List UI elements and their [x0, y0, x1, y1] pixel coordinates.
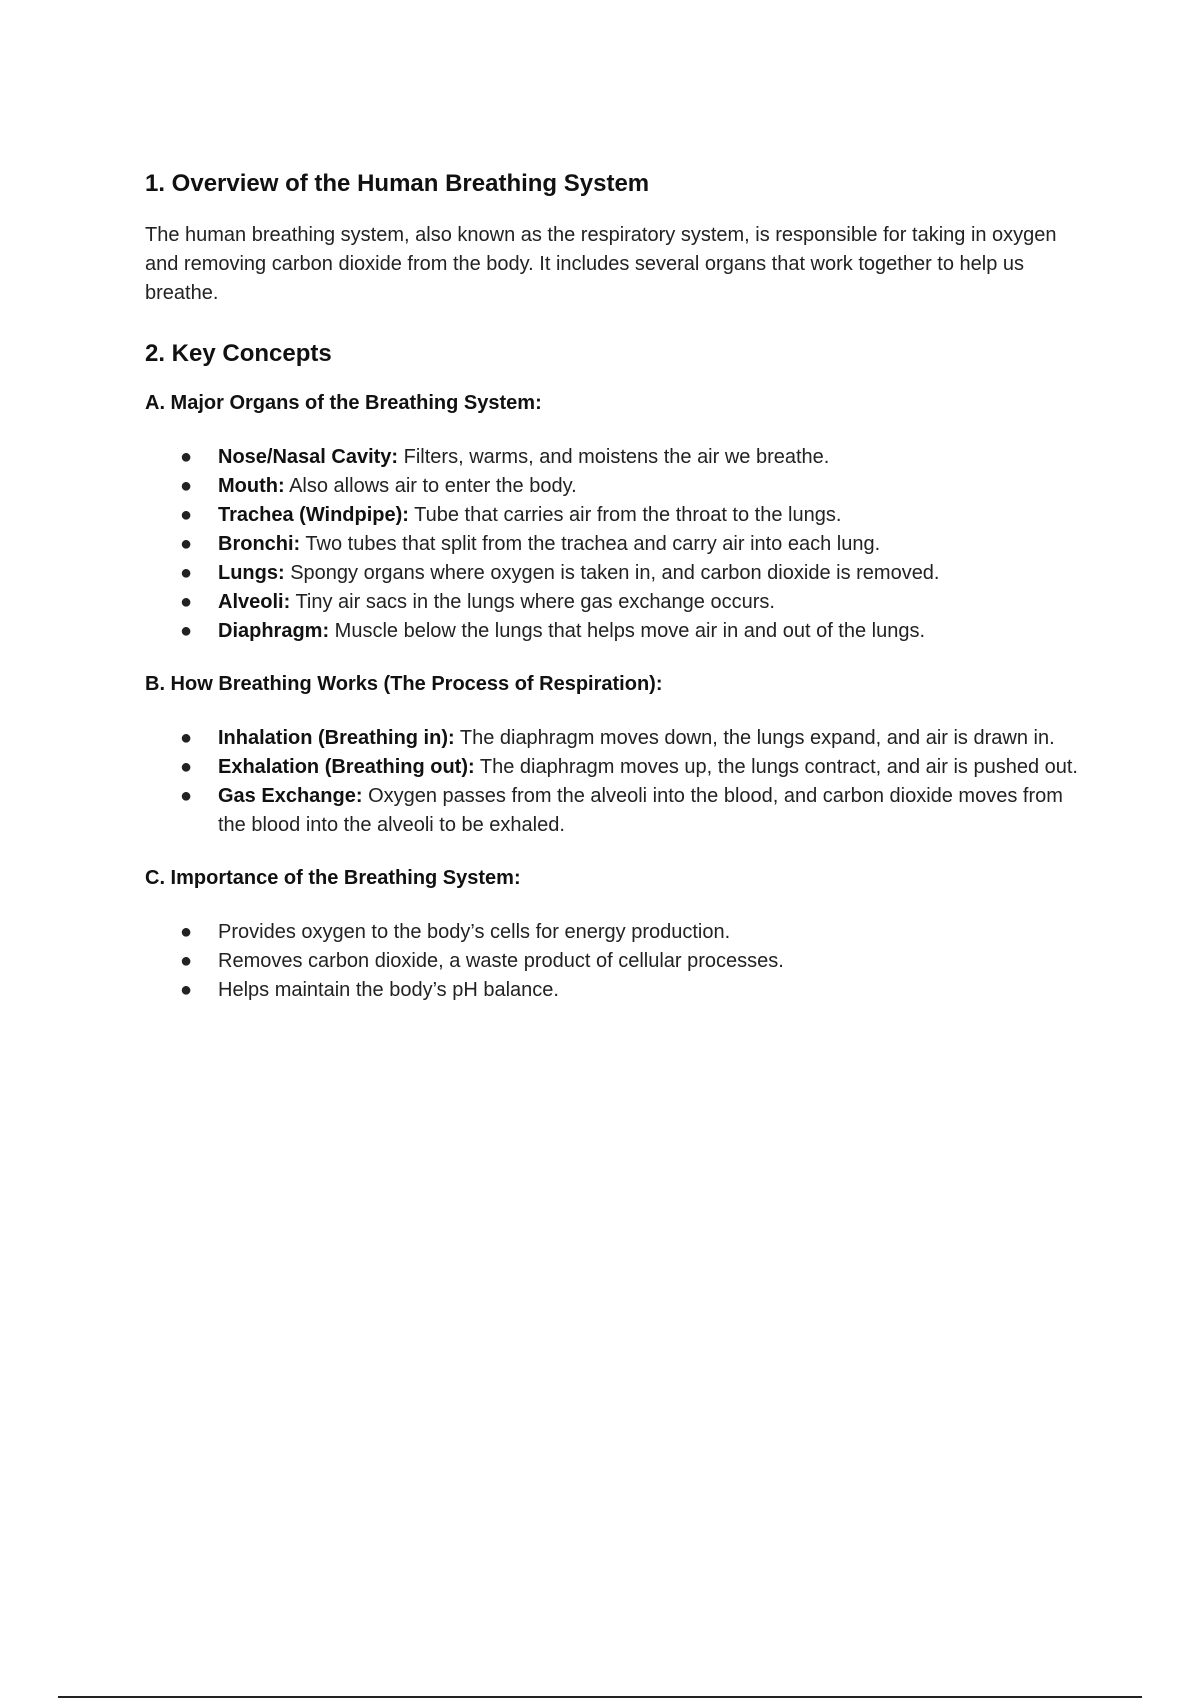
list-item: [145, 472, 1085, 501]
list-item-text: Muscle below the lungs that helps move air in and out of the lungs.: [329, 619, 926, 642]
list-item-term: Diaphragm:: [218, 619, 330, 642]
list-item-text: Tube that carries air from the throat to the lungs.: [408, 503, 842, 526]
bullet-icon: ●: [180, 532, 193, 555]
list-item-term: Gas Exchange:: [218, 784, 363, 807]
bullet-icon: ●: [180, 503, 193, 526]
list-item: [145, 918, 1085, 947]
list-item: [145, 724, 1085, 753]
list-item: [145, 782, 1085, 840]
bullet-icon: ●: [180, 619, 193, 642]
bullet-icon: ●: [180, 755, 193, 778]
section1-heading: 1. Overview of the Human Breathing System: [145, 170, 650, 197]
subsection-b-heading: B. How Breathing Works (The Process of Respiration):: [145, 672, 663, 695]
bullet-icon: ●: [180, 561, 193, 584]
list-item: [145, 559, 1085, 588]
organs-list: [145, 443, 1085, 646]
list-item: [145, 501, 1085, 530]
list-item-text: Helps maintain the body’s pH balance.: [218, 978, 559, 1001]
bullet-icon: ●: [180, 784, 193, 807]
list-item-term: Alveoli:: [218, 590, 291, 613]
bullet-icon: ●: [180, 590, 193, 613]
subsection-a-heading: A. Major Organs of the Breathing System:: [145, 391, 542, 414]
bullet-icon: ●: [180, 949, 193, 972]
list-item-term: Lungs:: [218, 561, 285, 584]
page-bottom-divider: [58, 1696, 1142, 1698]
bullet-icon: ●: [180, 445, 193, 468]
process-list: [145, 724, 1085, 840]
list-item-text: Also allows air to enter the body.: [284, 474, 577, 497]
section1-paragraph: The human breathing system, also known as the respiratory system, is responsible for taking in oxygen and removing carbon dioxide from the body. It includes several organs that work together to help us breathe.: [145, 223, 1057, 304]
importance-list: [145, 918, 1085, 1005]
list-item-text: Spongy organs where oxygen is taken in, and carbon dioxide is removed.: [284, 561, 940, 584]
list-item-term: Mouth:: [218, 474, 285, 497]
bullet-icon: ●: [180, 978, 193, 1001]
list-item-text: Filters, warms, and moistens the air we breathe.: [398, 445, 830, 468]
list-item: [145, 617, 1085, 646]
list-item: [145, 976, 1085, 1005]
document-page: [145, 170, 1085, 1005]
bullet-icon: ●: [180, 726, 193, 749]
list-item-text: Provides oxygen to the body’s cells for energy production.: [218, 920, 731, 943]
list-item: [145, 947, 1085, 976]
section2-heading: 2. Key Concepts: [145, 339, 332, 367]
list-item-term: Exhalation (Breathing out):: [218, 755, 475, 778]
list-item-text: Two tubes that split from the trachea and carry air into each lung.: [300, 532, 881, 555]
list-item-text: Tiny air sacs in the lungs where gas exchange occurs.: [290, 590, 775, 613]
list-item-text: Removes carbon dioxide, a waste product of cellular processes.: [218, 949, 784, 972]
list-item: [145, 530, 1085, 559]
list-item: [145, 753, 1085, 782]
list-item-term: Trachea (Windpipe):: [218, 503, 409, 526]
list-item: [145, 588, 1085, 617]
list-item-term: Bronchi:: [218, 532, 301, 555]
list-item-term: Inhalation (Breathing in):: [218, 726, 455, 749]
subsection-c-heading: C. Importance of the Breathing System:: [145, 866, 521, 889]
list-item-text: The diaphragm moves down, the lungs expand, and air is drawn in.: [454, 726, 1055, 749]
bullet-icon: ●: [180, 474, 193, 497]
list-item-text: Oxygen passes from the alveoli into the blood, and carbon dioxide moves from the blood into the alveoli to be exhaled.: [218, 784, 1063, 836]
bullet-icon: ●: [180, 920, 193, 943]
list-item-text: The diaphragm moves up, the lungs contract, and air is pushed out.: [474, 755, 1078, 778]
list-item-term: Nose/Nasal Cavity:: [218, 445, 399, 468]
list-item: [145, 443, 1085, 472]
